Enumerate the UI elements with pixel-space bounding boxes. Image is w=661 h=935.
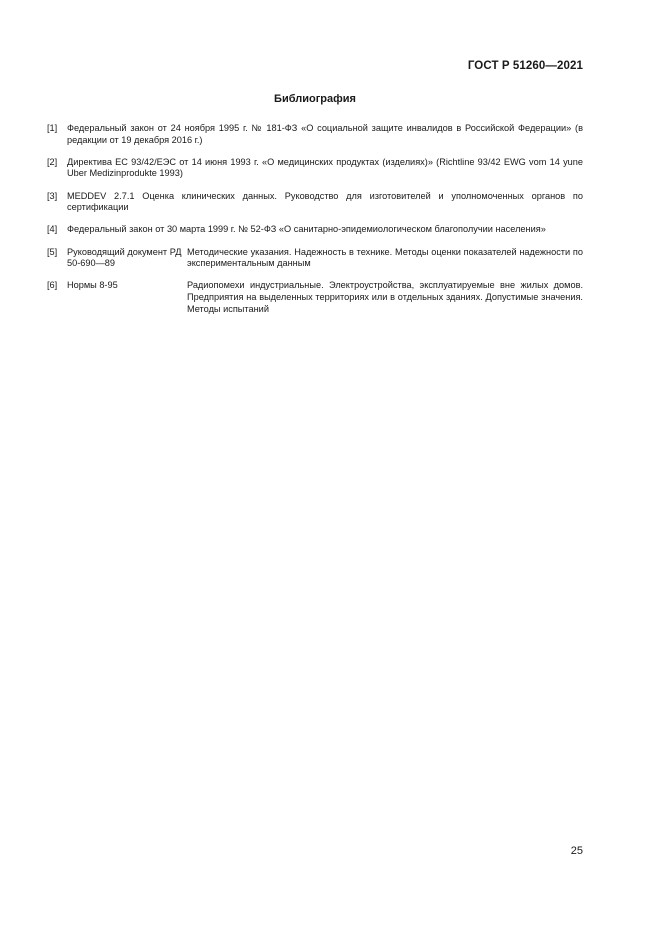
entry-number: [4] [47, 224, 58, 235]
entry-text: Методические указания. Надежность в технике. Методы оценки показателей надежности по экспериментальным данным [187, 246, 583, 269]
entry-text: Федеральный закон от 30 марта 1999 г. № 52-ФЗ «О санитарно-эпидемиологическом благополучии населения» [67, 224, 546, 235]
bibliography-entry-3 [47, 191, 583, 214]
entry-source: Руководящий документ РД 50-690—89 [67, 246, 182, 269]
entry-source: Нормы 8-95 [67, 280, 118, 291]
bibliography-entry-5 [47, 247, 583, 270]
entry-text: Директива ЕС 93/42/ЕЭС от 14 июня 1993 г. «О медицинских продуктах (изделиях)» (Richtline 93/42 EWG vom 14 yune Uber Medizinprodukte 1993) [67, 156, 583, 179]
entry-number: [1] [47, 123, 58, 133]
bibliography-entry-1 [47, 123, 583, 146]
entry-number: [5] [47, 246, 58, 257]
entry-number: [2] [47, 156, 58, 167]
bibliography-title: Библиография [274, 93, 356, 105]
entry-number: [3] [47, 190, 58, 201]
bibliography-entry-2 [47, 157, 583, 180]
entry-text: MEDDEV 2.7.1 Оценка клинических данных. Руководство для изготовителей и уполномоченных органов по сертификации [67, 190, 583, 213]
entry-text: Радиопомехи индустриальные. Электроустройства, эксплуатируемые вне жилых домов. Предприятия на выделенных территориях или в отдельных зданиях. Допустимые значения. Методы испытаний [187, 280, 583, 314]
bibliography-entry-4 [47, 224, 583, 236]
bibliography-list [47, 123, 583, 326]
entry-text: Федеральный закон от 24 ноября 1995 г. № 181-ФЗ «О социальной защите инвалидов в Российской Федерации» (в редакции от 19 декабря 2016 г.) [67, 123, 583, 145]
page-number: 25 [570, 845, 583, 857]
entry-number: [6] [47, 280, 58, 291]
bibliography-entry-6 [47, 280, 583, 315]
document-code-header: ГОСТ Р 51260—2021 [467, 60, 583, 72]
